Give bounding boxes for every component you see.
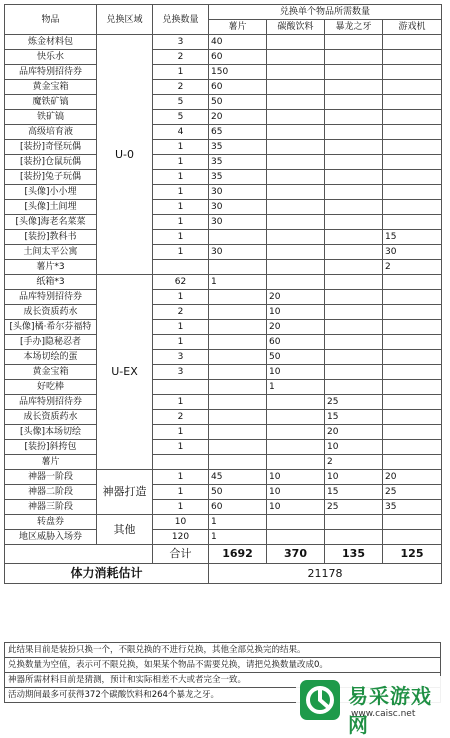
cost-chips: 30 xyxy=(209,185,267,200)
exchange-quantity: 1 xyxy=(153,230,209,245)
cost-fang xyxy=(325,110,383,125)
item-name: [头像]橘·希尔芬福特 xyxy=(5,320,97,335)
cost-fang: 2 xyxy=(325,455,383,470)
cost-chips xyxy=(209,305,267,320)
item-name: 黄金宝箱 xyxy=(5,80,97,95)
exchange-quantity: 1 xyxy=(153,200,209,215)
cost-soda xyxy=(267,215,325,230)
cost-chips: 1 xyxy=(209,530,267,545)
exchange-quantity: 1 xyxy=(153,290,209,305)
item-name: 好吃棒 xyxy=(5,380,97,395)
item-name: 纸箱*3 xyxy=(5,275,97,290)
table-row xyxy=(5,230,442,245)
exchange-quantity: 3 xyxy=(153,35,209,50)
cost-console xyxy=(383,320,442,335)
region-label: 神器打造 xyxy=(97,470,153,515)
exchange-quantity: 1 xyxy=(153,335,209,350)
cost-chips: 50 xyxy=(209,485,267,500)
table-row xyxy=(5,125,442,140)
cost-console xyxy=(383,155,442,170)
cost-console xyxy=(383,305,442,320)
exchange-quantity: 2 xyxy=(153,305,209,320)
cost-soda: 10 xyxy=(267,470,325,485)
cost-chips: 20 xyxy=(209,110,267,125)
cost-fang: 15 xyxy=(325,410,383,425)
cost-console xyxy=(383,125,442,140)
cost-console xyxy=(383,170,442,185)
cost-chips xyxy=(209,395,267,410)
item-name: 品库特别招待券 xyxy=(5,395,97,410)
cost-fang xyxy=(325,140,383,155)
cost-fang xyxy=(325,245,383,260)
exchange-quantity: 1 xyxy=(153,485,209,500)
exchange-quantity: 2 xyxy=(153,50,209,65)
cost-fang: 25 xyxy=(325,395,383,410)
item-name: 高级培育液 xyxy=(5,125,97,140)
watermark-url: www.caisc.net xyxy=(351,709,416,719)
cost-chips xyxy=(209,440,267,455)
watermark-title: 易采游戏网 xyxy=(348,684,432,737)
table-row xyxy=(5,380,442,395)
cost-console xyxy=(383,290,442,305)
cost-console xyxy=(383,350,442,365)
exchange-quantity: 1 xyxy=(153,155,209,170)
cost-chips: 30 xyxy=(209,245,267,260)
cost-chips: 60 xyxy=(209,50,267,65)
table-row xyxy=(5,275,442,290)
table-row xyxy=(5,185,442,200)
cost-soda xyxy=(267,170,325,185)
exchange-quantity xyxy=(153,455,209,470)
cost-chips: 65 xyxy=(209,125,267,140)
cost-console xyxy=(383,50,442,65)
cost-console xyxy=(383,515,442,530)
cost-soda xyxy=(267,50,325,65)
cost-chips: 60 xyxy=(209,500,267,515)
table-row xyxy=(5,515,442,530)
table-row xyxy=(5,425,442,440)
cost-fang: 10 xyxy=(325,440,383,455)
exchange-quantity: 1 xyxy=(153,65,209,80)
table-row xyxy=(5,80,442,95)
exchange-quantity xyxy=(153,380,209,395)
exchange-quantity: 1 xyxy=(153,185,209,200)
exchange-quantity: 1 xyxy=(153,320,209,335)
cost-fang xyxy=(325,35,383,50)
table-row xyxy=(5,500,442,515)
cost-fang xyxy=(325,530,383,545)
item-name: [头像]土间埋 xyxy=(5,200,97,215)
cost-console: 30 xyxy=(383,245,442,260)
cost-chips xyxy=(209,365,267,380)
total-console: 125 xyxy=(383,545,442,564)
table-row xyxy=(5,485,442,500)
cost-console xyxy=(383,410,442,425)
cost-fang xyxy=(325,50,383,65)
cost-console xyxy=(383,395,442,410)
item-name: 铁矿镐 xyxy=(5,110,97,125)
cost-chips: 30 xyxy=(209,200,267,215)
cost-console xyxy=(383,200,442,215)
cost-fang xyxy=(325,320,383,335)
exchange-quantity: 62 xyxy=(153,275,209,290)
header-currency-chips: 薯片 xyxy=(209,20,267,35)
item-name: [装扮]教科书 xyxy=(5,230,97,245)
cost-console: 2 xyxy=(383,260,442,275)
exchange-quantity: 1 xyxy=(153,395,209,410)
cost-chips xyxy=(209,410,267,425)
item-name: [手办]隐秘忍者 xyxy=(5,335,97,350)
header-currency-soda: 碳酸饮料 xyxy=(267,20,325,35)
header-cost-group: 兑换单个物品所需数量 xyxy=(209,5,442,20)
table-row xyxy=(5,245,442,260)
item-name: 本场切绘的蛋 xyxy=(5,350,97,365)
cost-chips: 35 xyxy=(209,140,267,155)
cost-chips: 30 xyxy=(209,215,267,230)
region-label: 其他 xyxy=(97,515,153,545)
stamina-estimate-value: 21178 xyxy=(209,564,442,584)
cost-console xyxy=(383,380,442,395)
cost-soda xyxy=(267,95,325,110)
cost-fang xyxy=(325,365,383,380)
exchange-quantity: 1 xyxy=(153,245,209,260)
table-row xyxy=(5,65,442,80)
cost-console xyxy=(383,365,442,380)
header-currency-fang: 暴龙之牙 xyxy=(325,20,383,35)
cost-soda xyxy=(267,260,325,275)
cost-soda xyxy=(267,200,325,215)
item-name: 黄金宝箱 xyxy=(5,365,97,380)
cost-soda xyxy=(267,110,325,125)
cost-soda xyxy=(267,395,325,410)
cost-fang xyxy=(325,200,383,215)
cost-soda: 10 xyxy=(267,365,325,380)
item-name: 薯片*3 xyxy=(5,260,97,275)
cost-chips: 1 xyxy=(209,515,267,530)
cost-fang xyxy=(325,335,383,350)
cost-soda xyxy=(267,65,325,80)
table-row xyxy=(5,155,442,170)
totals-row xyxy=(5,545,442,564)
cost-fang xyxy=(325,95,383,110)
cost-console: 25 xyxy=(383,485,442,500)
item-name: [装扮]奇怪玩偶 xyxy=(5,140,97,155)
cost-fang xyxy=(325,185,383,200)
cost-chips: 50 xyxy=(209,95,267,110)
cost-console xyxy=(383,530,442,545)
cost-fang xyxy=(325,350,383,365)
cost-soda xyxy=(267,35,325,50)
cost-soda xyxy=(267,410,325,425)
cost-fang: 15 xyxy=(325,485,383,500)
exchange-quantity: 1 xyxy=(153,470,209,485)
item-name: 品库特别招待券 xyxy=(5,290,97,305)
item-name: 土间太平公寓 xyxy=(5,245,97,260)
exchange-quantity: 2 xyxy=(153,410,209,425)
cost-console xyxy=(383,455,442,470)
table-row xyxy=(5,35,442,50)
total-chips: 1692 xyxy=(209,545,267,564)
item-name: [头像]小小埋 xyxy=(5,185,97,200)
table-row xyxy=(5,440,442,455)
cost-chips xyxy=(209,425,267,440)
table-row xyxy=(5,305,442,320)
exchange-quantity: 5 xyxy=(153,110,209,125)
table-row xyxy=(5,530,442,545)
total-soda: 370 xyxy=(267,545,325,564)
cost-fang: 20 xyxy=(325,425,383,440)
cost-fang xyxy=(325,515,383,530)
table-row xyxy=(5,395,442,410)
cost-fang xyxy=(325,380,383,395)
cost-soda: 20 xyxy=(267,290,325,305)
cost-soda: 10 xyxy=(267,485,325,500)
item-name: [装扮]兔子玩偶 xyxy=(5,170,97,185)
item-name: 神器二阶段 xyxy=(5,485,97,500)
cost-chips xyxy=(209,230,267,245)
table-row xyxy=(5,455,442,470)
watermark xyxy=(296,676,446,737)
cost-console: 15 xyxy=(383,230,442,245)
cost-chips: 1 xyxy=(209,275,267,290)
cost-chips: 35 xyxy=(209,155,267,170)
cost-chips: 150 xyxy=(209,65,267,80)
cost-soda xyxy=(267,455,325,470)
note-1: 此结果目前是装扮只换一个，不限兑换的不进行兑换，其他全部兑换完的结果。 xyxy=(5,643,441,658)
cost-chips xyxy=(209,455,267,470)
cost-fang xyxy=(325,215,383,230)
cost-console xyxy=(383,215,442,230)
cost-fang: 25 xyxy=(325,500,383,515)
table-row xyxy=(5,365,442,380)
cost-console xyxy=(383,185,442,200)
stamina-estimate-label: 体力消耗估计 xyxy=(5,564,209,584)
cost-fang xyxy=(325,230,383,245)
item-name: 神器三阶段 xyxy=(5,500,97,515)
cost-soda xyxy=(267,185,325,200)
totals-blank xyxy=(5,545,153,564)
header-quantity: 兑换数量 xyxy=(153,5,209,35)
item-name: 转盘券 xyxy=(5,515,97,530)
cost-chips: 40 xyxy=(209,35,267,50)
cost-console xyxy=(383,335,442,350)
exchange-quantity: 3 xyxy=(153,365,209,380)
cost-chips: 45 xyxy=(209,470,267,485)
cost-console xyxy=(383,425,442,440)
table-row xyxy=(5,215,442,230)
note-4: 活动期间最多可获得372个碳酸饮料和264个暴龙之牙。 xyxy=(5,688,441,703)
cost-console xyxy=(383,140,442,155)
item-name: 成长资质药水 xyxy=(5,305,97,320)
exchange-quantity: 1 xyxy=(153,140,209,155)
table-row xyxy=(5,320,442,335)
cost-soda xyxy=(267,140,325,155)
cost-soda: 60 xyxy=(267,335,325,350)
table-row xyxy=(5,200,442,215)
exchange-quantity: 120 xyxy=(153,530,209,545)
cost-console xyxy=(383,80,442,95)
item-name: 炼金材料包 xyxy=(5,35,97,50)
cost-soda: 20 xyxy=(267,320,325,335)
cost-chips: 35 xyxy=(209,170,267,185)
exchange-quantity: 4 xyxy=(153,125,209,140)
cost-soda: 50 xyxy=(267,350,325,365)
cost-fang xyxy=(325,155,383,170)
cost-chips xyxy=(209,260,267,275)
cost-soda xyxy=(267,125,325,140)
cost-chips: 60 xyxy=(209,80,267,95)
cost-soda xyxy=(267,155,325,170)
header-region: 兑换区域 xyxy=(97,5,153,35)
cost-fang xyxy=(325,260,383,275)
exchange-quantity: 1 xyxy=(153,500,209,515)
cost-fang xyxy=(325,305,383,320)
totals-label: 合计 xyxy=(153,545,209,564)
cost-console xyxy=(383,95,442,110)
cost-soda: 10 xyxy=(267,500,325,515)
table-row xyxy=(5,170,442,185)
item-name: [头像]本场切绘 xyxy=(5,425,97,440)
region-label: U-EX xyxy=(97,275,153,470)
item-name: [装扮]斜挎包 xyxy=(5,440,97,455)
cost-chips xyxy=(209,350,267,365)
item-name: [头像]海老名菜菜 xyxy=(5,215,97,230)
item-name: 品库特别招待券 xyxy=(5,65,97,80)
cost-soda xyxy=(267,515,325,530)
table-row xyxy=(5,350,442,365)
note-2: 兑换数量为空值，表示可不限兑换，如果某个物品不需要兑换，请把兑换数量改成0。 xyxy=(5,658,441,673)
cost-fang xyxy=(325,275,383,290)
table-row xyxy=(5,50,442,65)
cost-soda xyxy=(267,440,325,455)
item-name: 神器一阶段 xyxy=(5,470,97,485)
cost-console xyxy=(383,110,442,125)
cost-console xyxy=(383,275,442,290)
exchange-quantity: 10 xyxy=(153,515,209,530)
exchange-quantity: 5 xyxy=(153,95,209,110)
exchange-quantity: 1 xyxy=(153,170,209,185)
exchange-quantity xyxy=(153,260,209,275)
header-item: 物品 xyxy=(5,5,97,35)
exchange-quantity: 3 xyxy=(153,350,209,365)
table-row xyxy=(5,470,442,485)
item-name: 薯片 xyxy=(5,455,97,470)
item-name: 快乐水 xyxy=(5,50,97,65)
cost-fang xyxy=(325,170,383,185)
header-currency-console: 游戏机 xyxy=(383,20,442,35)
table-row xyxy=(5,140,442,155)
region-label: U-0 xyxy=(97,35,153,275)
cost-fang xyxy=(325,80,383,95)
cost-soda xyxy=(267,80,325,95)
exchange-quantity: 2 xyxy=(153,80,209,95)
cost-soda xyxy=(267,425,325,440)
item-name: [装扮]仓鼠玩偶 xyxy=(5,155,97,170)
site-logo-icon xyxy=(300,680,340,720)
exchange-quantity: 1 xyxy=(153,215,209,230)
cost-chips xyxy=(209,320,267,335)
cost-console: 35 xyxy=(383,500,442,515)
item-name: 魔铁矿镐 xyxy=(5,95,97,110)
cost-console xyxy=(383,440,442,455)
table-row xyxy=(5,260,442,275)
cost-console xyxy=(383,65,442,80)
cost-chips xyxy=(209,380,267,395)
cost-soda: 10 xyxy=(267,305,325,320)
cost-chips xyxy=(209,335,267,350)
exchange-quantity: 1 xyxy=(153,425,209,440)
item-name: 成长资质药水 xyxy=(5,410,97,425)
exchange-quantity: 1 xyxy=(153,440,209,455)
note-3: 神器所需材料目前是猜测，预计和实际相差不大或者完全一致。 xyxy=(5,673,441,688)
cost-console xyxy=(383,35,442,50)
cost-chips xyxy=(209,290,267,305)
estimate-row xyxy=(5,564,442,584)
cost-fang xyxy=(325,65,383,80)
cost-console: 20 xyxy=(383,470,442,485)
cost-soda xyxy=(267,230,325,245)
cost-soda xyxy=(267,275,325,290)
table-row xyxy=(5,110,442,125)
cost-fang xyxy=(325,290,383,305)
table-row xyxy=(5,410,442,425)
exchange-table xyxy=(4,4,442,584)
cost-soda xyxy=(267,245,325,260)
table-row xyxy=(5,290,442,305)
table-row xyxy=(5,335,442,350)
total-fang: 135 xyxy=(325,545,383,564)
cost-soda xyxy=(267,530,325,545)
cost-fang xyxy=(325,125,383,140)
item-name: 地区威胁入场券 xyxy=(5,530,97,545)
cost-fang: 10 xyxy=(325,470,383,485)
cost-soda: 1 xyxy=(267,380,325,395)
table-row xyxy=(5,95,442,110)
